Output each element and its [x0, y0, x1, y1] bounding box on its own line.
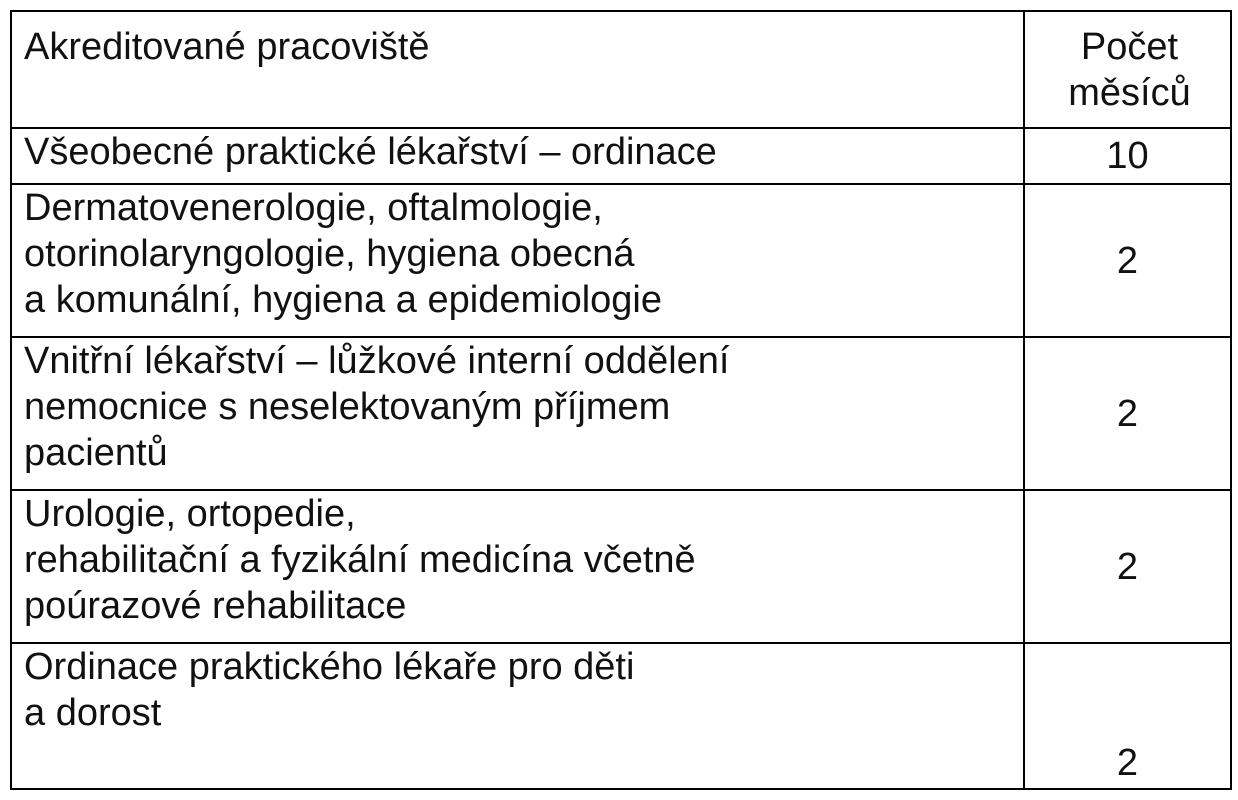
workplace-line: nemocnice s neselektovaným příjmem — [24, 386, 671, 428]
workplace-cell — [11, 184, 1024, 337]
workplace-line: Dermatovenerologie, oftalmologie, — [24, 187, 603, 229]
months-value: 10 — [1106, 135, 1149, 177]
table-row — [11, 643, 1231, 789]
header-months-line1: Počet — [1080, 26, 1179, 68]
header-workplace-label: Akreditované pracoviště — [24, 26, 430, 68]
workplace-cell — [11, 128, 1024, 184]
header-months-line2: měsíců — [1068, 72, 1191, 114]
workplace-line: a komunální, hygiena a epidemiologie — [24, 279, 662, 321]
workplace-line: otorinolaryngologie, hygiena obecná — [24, 233, 635, 275]
workplace-line: Všeobecné praktické lékařství – ordinace — [24, 131, 717, 173]
table-row — [11, 337, 1231, 490]
months-value: 2 — [1116, 392, 1139, 435]
months-value: 2 — [1116, 545, 1139, 588]
workplace-line: poúrazové rehabilitace — [24, 585, 407, 627]
workplace-line: a dorost — [24, 692, 162, 734]
months-cell — [1024, 643, 1231, 789]
table-row — [11, 128, 1231, 184]
workplace-cell — [11, 643, 1024, 789]
table-row — [11, 184, 1231, 337]
header-months — [1024, 11, 1231, 128]
months-cell — [1024, 128, 1231, 184]
workplace-line: Vnitřní lékařství – lůžkové interní oddělení — [24, 340, 730, 382]
accredited-workplaces-table — [10, 10, 1232, 790]
workplace-cell — [11, 490, 1024, 643]
table-row — [11, 490, 1231, 643]
workplace-line: pacientů — [24, 432, 168, 474]
months-cell — [1024, 184, 1231, 337]
table-header-row — [11, 11, 1231, 128]
months-value: 2 — [1116, 742, 1139, 784]
months-cell — [1024, 337, 1231, 490]
months-value: 2 — [1116, 239, 1139, 282]
workplace-line: Ordinace praktického lékaře pro děti — [24, 646, 635, 688]
workplace-cell — [11, 337, 1024, 490]
workplace-line: Urologie, ortopedie, — [24, 493, 356, 535]
header-workplace — [11, 11, 1024, 128]
months-cell — [1024, 490, 1231, 643]
workplace-line: rehabilitační a fyzikální medicína včetně — [24, 539, 696, 581]
